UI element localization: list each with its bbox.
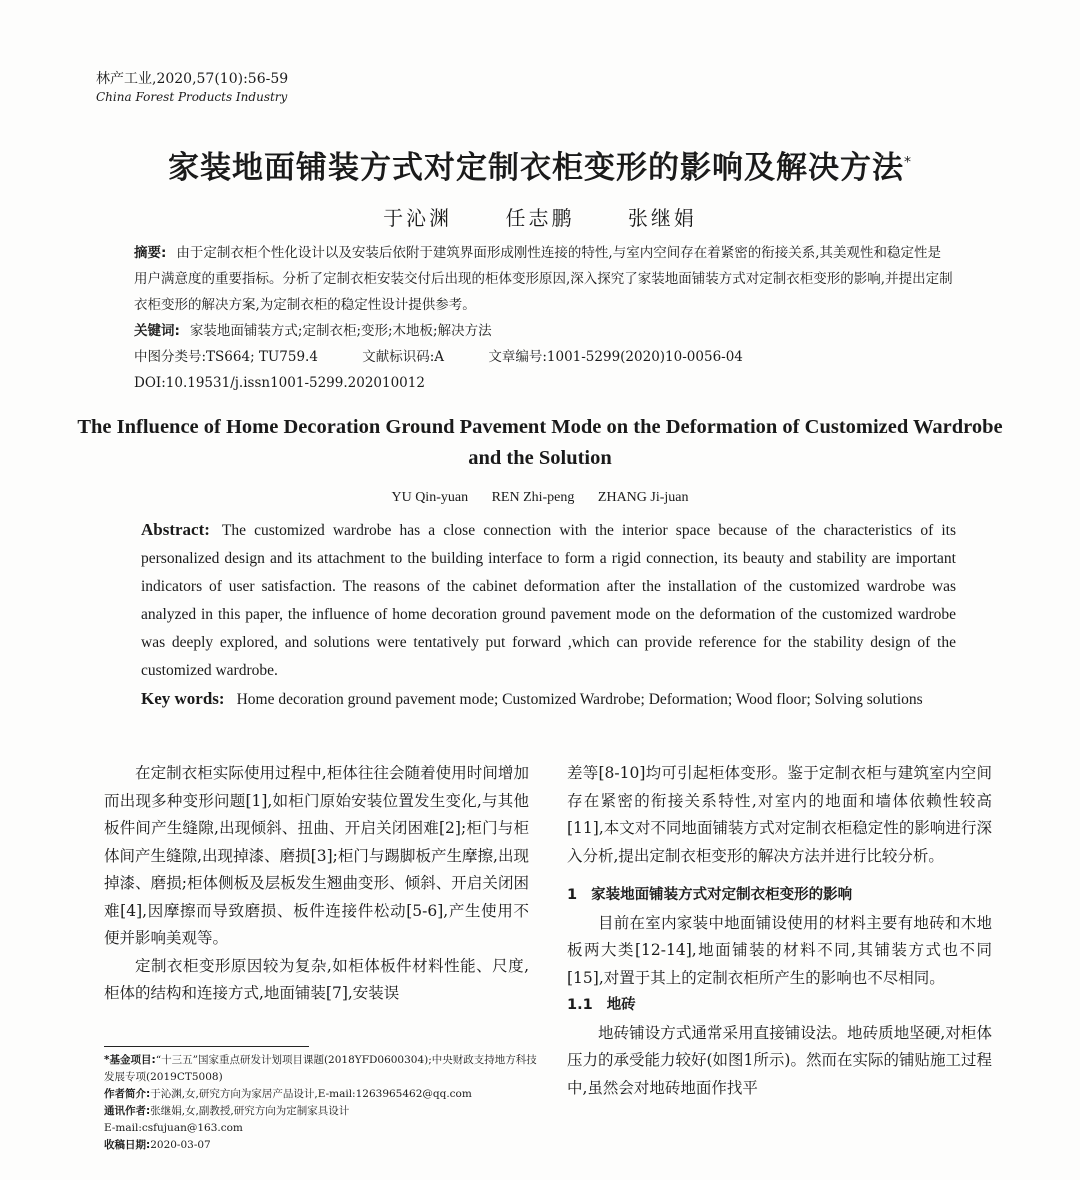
- subsection-heading: [567, 992, 992, 1020]
- author-bio-label: 作者简介:: [104, 1088, 151, 1100]
- footnotes: [104, 1052, 544, 1154]
- abstract-en-block: [141, 516, 956, 714]
- abstract-en-label: Abstract:: [141, 520, 210, 539]
- authors-cn: [60, 202, 1020, 231]
- footnote-fund: [104, 1052, 544, 1086]
- paper-title-en: The Influence of Home Decoration Ground Pavement Mode on the Deformation of Customized Wardrobe and the Solution: [77, 416, 1003, 469]
- body-column-left: [104, 760, 529, 1008]
- footnote-corresponding: [104, 1103, 544, 1120]
- fund-label: *基金项目:: [104, 1054, 156, 1066]
- title-footnote-mark: *: [904, 154, 912, 171]
- footnote-divider: [104, 1046, 309, 1047]
- abstract-cn-label: 摘要:: [134, 245, 167, 261]
- corresponding-text: 张继娟,女,副教授,研究方向为定制家具设计: [150, 1105, 350, 1117]
- authors-en: [60, 490, 1020, 506]
- author-bio-text: 于沁渊,女,研究方向为家居产品设计,E-mail:1263965462@qq.com: [150, 1088, 472, 1100]
- clc-number: 中图分类号:TS664; TU759.4: [134, 349, 318, 365]
- section-heading: [567, 882, 992, 910]
- subsection-title: 地砖: [606, 997, 636, 1013]
- journal-name-en: China Forest Products Industry: [96, 90, 288, 104]
- keywords-cn: [134, 318, 954, 344]
- abstract-en-text: The customized wardrobe has a close connection with the interior space because of the characteristics of its personalized design and its attachment to the building interface to form a rigid connection, its beauty and stability are important indicators of user satisfaction. The reasons of the cabinet deformation after the installation of the customized wardrobe was analyzed in this paper, the influence of home decoration ground pavement mode on the deformation of the customized wardrobe was deeply explored, and solutions were tentatively put forward ,which can provide reference for the stability design of the customized wardrobe.: [141, 522, 956, 679]
- classification-line: [134, 344, 954, 370]
- abstract-en: [141, 516, 956, 685]
- abstract-cn: [134, 240, 954, 318]
- section-number: 1: [567, 887, 578, 903]
- doi: DOI:10.19531/j.issn1001-5299.202010012: [134, 375, 425, 391]
- footnote-received: [104, 1137, 544, 1154]
- cn-abstract-block: [134, 240, 954, 396]
- author-name-en: YU Qin-yuan: [391, 490, 469, 505]
- body-paragraph: 目前在室内家装中地面铺设使用的材料主要有地砖和木地板两大类[12-14],地面铺装的材料不同,其铺装方式也不同[15],对置于其上的定制衣柜所产生的影响也不尽相同。: [567, 913, 992, 987]
- keywords-en-label: Key words:: [141, 689, 225, 708]
- body-paragraph: 定制衣柜变形原因较为复杂,如柜体板件材料性能、尺度,柜体的结构和连接方式,地面铺装[7],安装误: [104, 956, 529, 1002]
- subsection-number: 1.1: [567, 997, 593, 1013]
- keywords-cn-text: 家装地面铺装方式;定制衣柜;变形;木地板;解决方法: [189, 323, 492, 339]
- author-name-en: REN Zhi-peng: [491, 490, 575, 505]
- keywords-en-text: Home decoration ground pavement mode; Customized Wardrobe; Deformation; Wood floor; Solving solutions: [236, 691, 923, 708]
- body-paragraph: 差等[8-10]均可引起柜体变形。鉴于定制衣柜与建筑室内空间存在紧密的衔接关系特性,对室内的地面和墙体依赖性较高[11],本文对不同地面铺装方式对定制衣柜稳定性的影响进行深入分析,提出定制衣柜变形的解决方法并进行比较分析。: [567, 764, 992, 865]
- article-number: 文章编号:1001-5299(2020)10-0056-04: [488, 349, 743, 365]
- abstract-cn-text: 由于定制衣柜个性化设计以及安装后依附于建筑界面形成刚性连接的特性,与室内空间存在着紧密的衔接关系,其美观性和稳定性是用户满意度的重要指标。分析了定制衣柜安装交付后出现的柜体变形原因,深入探究了家装地面铺装方式对定制衣柜变形的影响,并提出定制衣柜变形的解决方案,为定制衣柜的稳定性设计提供参考。: [134, 245, 953, 313]
- journal-citation: 林产工业,2020,57(10):56-59: [96, 71, 289, 87]
- body-paragraph: 地砖铺设方式通常采用直接铺设法。地砖质地坚硬,对柜体压力的承受能力较好(如图1所示)。然而在实际的铺贴施工过程中,虽然会对地砖地面作找平: [567, 1023, 992, 1097]
- received-label: 收稿日期:: [104, 1139, 151, 1151]
- body-column-right: [567, 760, 992, 1102]
- title-text: 家装地面铺装方式对定制衣柜变形的影响及解决方法: [168, 150, 904, 186]
- author-name: 任志鹏: [505, 206, 575, 230]
- section-title: 家装地面铺装方式对定制衣柜变形的影响: [591, 887, 853, 903]
- paper-title-cn: [60, 142, 1020, 187]
- received-date: 2020-03-07: [150, 1139, 211, 1151]
- fund-text: “十三五”国家重点研发计划项目课题(2018YFD0600304);中央财政支持地方科技发展专项(2019CT5008): [104, 1054, 537, 1083]
- author-name: 于沁渊: [383, 206, 453, 230]
- author-name-en: ZHANG Ji-juan: [597, 490, 689, 505]
- footnote-author: [104, 1086, 544, 1103]
- author-name: 张继娟: [627, 206, 697, 230]
- keywords-cn-label: 关键词:: [134, 323, 180, 339]
- document-code: 文献标识码:A: [362, 349, 445, 365]
- keywords-en: [141, 685, 956, 714]
- corresponding-label: 通讯作者:: [104, 1105, 151, 1117]
- journal-header: [96, 70, 288, 106]
- footnote-email: E-mail:csfujuan@163.com: [104, 1122, 243, 1134]
- body-paragraph: 在定制衣柜实际使用过程中,柜体往往会随着使用时间增加而出现多种变形问题[1],如柜门原始安装位置发生变化,与其他板件间产生缝隙,出现倾斜、扭曲、开启关闭困难[2];柜门与柜体间产生缝隙,出现掉漆、磨损[3];柜门与踢脚板产生摩擦,出现掉漆、磨损;柜体侧板及层板发生翘曲变形、倾斜、开启关闭困难[4],因摩擦而导致磨损、板件连接件松动[5-6],产生使用不便并影响美观等。: [104, 764, 529, 947]
